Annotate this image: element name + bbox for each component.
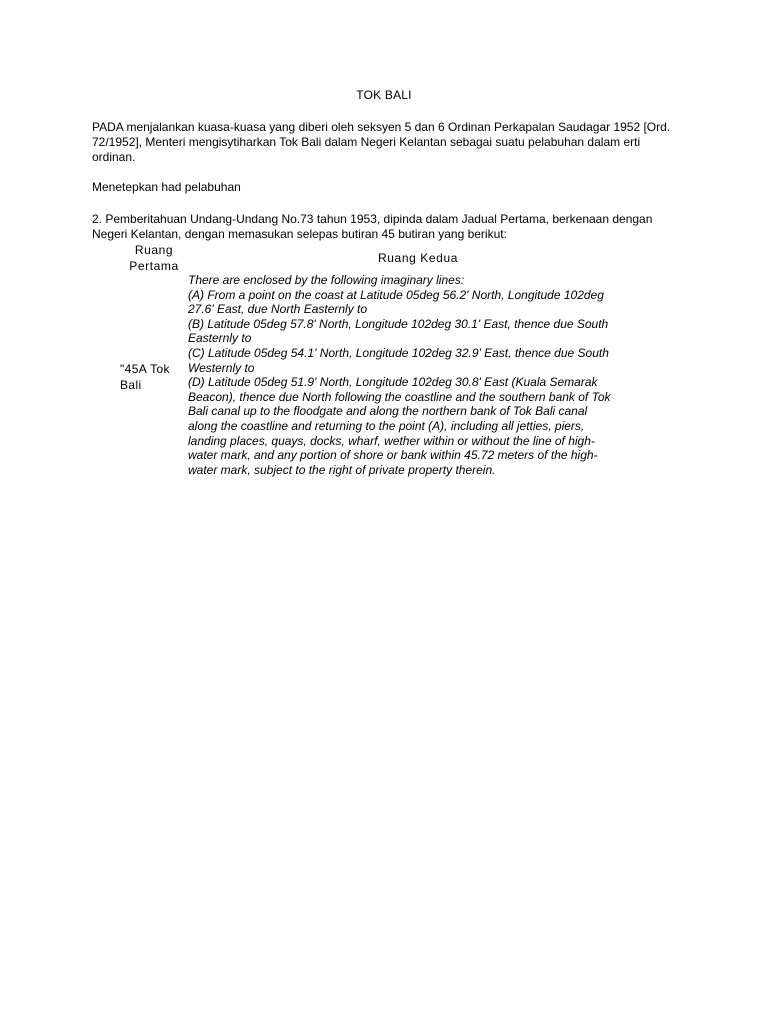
port-limits-line: (A) From a point on the coast at Latitude 05deg 56.2' North, Longitude 102deg (188, 287, 604, 302)
column-header-ruang-kedua: Ruang Kedua (378, 251, 458, 265)
table-cell-port-limits (188, 273, 658, 477)
port-limits-line: Westernly to (188, 360, 255, 375)
port-limits-line: water mark, and any portion of shore or bank within 45.72 meters of the high- (188, 448, 598, 463)
port-limits-line: (D) Latitude 05deg 51.9' North, Longitude 102deg 30.8' East (Kuala Semarak (188, 375, 598, 390)
preamble-paragraph: PADA menjalankan kuasa-kuasa yang diberi oleh seksyen 5 dan 6 Ordinan Perkapalan Saudagar 1952 [Ord. 72/1952], Menteri mengisytiharkan Tok Bali dalam Negeri Kelantan sebagai suatu pelabuhan dalam erti ordinan. (92, 120, 671, 164)
section-heading: Menetepkan had pelabuhan (92, 180, 241, 194)
amendment-paragraph: 2. Pemberitahuan Undang-Undang No.73 tahun 1953, dipinda dalam Jadual Pertama, berkenaan dengan Negeri Kelantan, dengan memasukan selepas butiran 45 butiran yang berikut: (92, 212, 653, 241)
document-title: TOK BALI (356, 88, 412, 102)
column-header-ruang-pertama: Ruang Pertama (129, 243, 179, 273)
port-limits-line: Bali canal up to the floodgate and along the northern bank of Tok Bali canal (188, 404, 588, 419)
port-limits-line: along the coastline and returning to the point (A), including all jetties, piers, (188, 418, 585, 433)
port-limits-line: (B) Latitude 05deg 57.8' North, Longitude 102deg 30.1' East, thence due South (188, 316, 609, 331)
table-cell-port-name: "45A Tok Bali (120, 362, 170, 392)
port-limits-line: (C) Latitude 05deg 54.1' North, Longitude 102deg 32.9' East, thence due South (188, 345, 609, 360)
port-limits-line: 27.6' East, due North Easternly to (188, 302, 368, 317)
port-limits-line: Beacon), thence due North following the coastline and the southern bank of Tok (188, 389, 611, 404)
port-limits-line: landing places, quays, docks, wharf, wether within or without the line of high- (188, 433, 595, 448)
port-limits-line: water mark, subject to the right of private property therein. (188, 462, 496, 477)
port-limits-line: There are enclosed by the following imaginary lines: (188, 273, 465, 287)
port-limits-line: Easternly to (188, 331, 252, 346)
